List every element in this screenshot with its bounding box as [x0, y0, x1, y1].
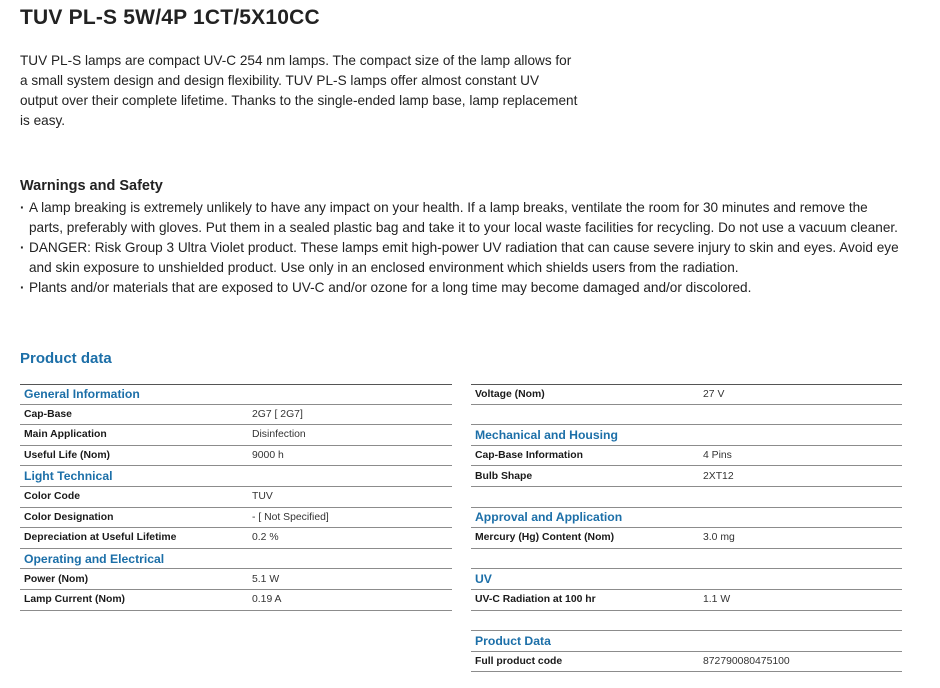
spec-label: Useful Life (Nom) [24, 450, 111, 462]
spec-label: Lamp Current (Nom) [24, 594, 126, 606]
spec-value: 2XT12 [703, 470, 734, 482]
spec-label: Voltage (Nom) [475, 388, 545, 400]
section-operating-electrical [20, 549, 452, 570]
spec-value: 4 Pins [703, 450, 732, 462]
spec-label: Power (Nom) [24, 573, 89, 585]
spec-value: 5.1 W [252, 573, 280, 585]
spec-value: 872790080475100 [703, 656, 790, 668]
spec-row [471, 528, 902, 549]
warning-item: · Plants and/or materials that are exposed to UV-C and/or ozone for a long time may become damaged and/or discolored. [20, 278, 900, 298]
spec-value: 0.2 % [252, 532, 279, 544]
section-product-data [471, 631, 902, 652]
spec-row [20, 508, 452, 529]
spec-label: Cap-Base [24, 408, 72, 420]
spec-label: Depreciation at Useful Lifetime [24, 532, 177, 544]
spec-table-right [471, 384, 902, 672]
spec-label: Main Application [24, 429, 107, 441]
intro-paragraph: TUV PL-S lamps are compact UV-C 254 nm lamps. The compact size of the lamp allows for a small system design and design flexibility. TUV PL-S lamps offer almost constant UV output over their complete lifetime. Thanks to the single-ended lamp base, lamp replacement is easy. [20, 53, 578, 128]
spacer-row [471, 611, 902, 632]
spec-value: TUV [252, 491, 273, 503]
section-title: Light Technical [24, 469, 113, 484]
spec-label: Color Designation [24, 511, 114, 523]
spec-label: UV-C Radiation at 100 hr [475, 594, 596, 606]
spacer-row [471, 487, 902, 508]
spec-value: 3.0 mg [703, 532, 735, 544]
spec-value: 9000 h [252, 450, 284, 462]
spec-row [20, 405, 452, 426]
spacer-row [471, 405, 902, 426]
spec-label: Mercury (Hg) Content (Nom) [475, 532, 615, 544]
section-mechanical-housing [471, 425, 902, 446]
section-title: Approval and Application [475, 510, 623, 525]
spec-row [20, 590, 452, 611]
page-title: TUV PL-S 5W/4P 1CT/5X10CC [20, 6, 320, 29]
warning-item: · DANGER: Risk Group 3 Ultra Violet product. These lamps emit high-power UV radiation that can cause severe injury to skin and eyes. Avoid eye and skin exposure to unshielded product. Use only in an enclosed environment which shields users from the radiation. [20, 238, 900, 278]
section-approval-application [471, 508, 902, 529]
section-title: Operating and Electrical [24, 551, 165, 566]
section-light-technical [20, 466, 452, 487]
spec-label: Cap-Base Information [475, 450, 583, 462]
spec-row [20, 446, 452, 467]
section-general-information [20, 384, 452, 405]
warnings-list [20, 198, 900, 298]
spec-value: 2G7 [ 2G7] [252, 408, 303, 420]
spacer-row [471, 549, 902, 570]
spec-row [20, 528, 452, 549]
section-title: UV [475, 572, 492, 587]
spec-row [20, 425, 452, 446]
spec-label: Bulb Shape [475, 470, 533, 482]
section-uv [471, 569, 902, 590]
spec-row [471, 384, 902, 405]
spec-row [20, 569, 452, 590]
spec-value: 27 V [703, 388, 725, 400]
spec-row [20, 487, 452, 508]
spec-row [471, 446, 902, 467]
spec-value: 1.1 W [703, 594, 731, 606]
warning-item: · A lamp breaking is extremely unlikely to have any impact on your health. If a lamp breaks, ventilate the room for 30 minutes and remove the parts, preferably with gloves. Put them in a sealed plastic bag and take it to your local waste facilities for recycling. Do not use a vacuum cleaner. [20, 198, 900, 238]
spec-label: Color Code [24, 491, 80, 503]
spec-value: 0.19 A [252, 594, 282, 606]
spec-label: Full product code [475, 656, 563, 668]
spec-row [471, 590, 902, 611]
section-title: Product Data [475, 633, 551, 648]
spec-table-left [20, 384, 452, 611]
spec-row [471, 466, 902, 487]
section-title: General Information [24, 387, 140, 402]
product-data-heading: Product data [20, 350, 112, 367]
spec-value: - [ Not Specified] [252, 511, 329, 523]
section-title: Mechanical and Housing [475, 427, 618, 442]
spec-row [471, 652, 902, 673]
warnings-heading: Warnings and Safety [20, 178, 163, 194]
spec-value: Disinfection [252, 429, 306, 441]
